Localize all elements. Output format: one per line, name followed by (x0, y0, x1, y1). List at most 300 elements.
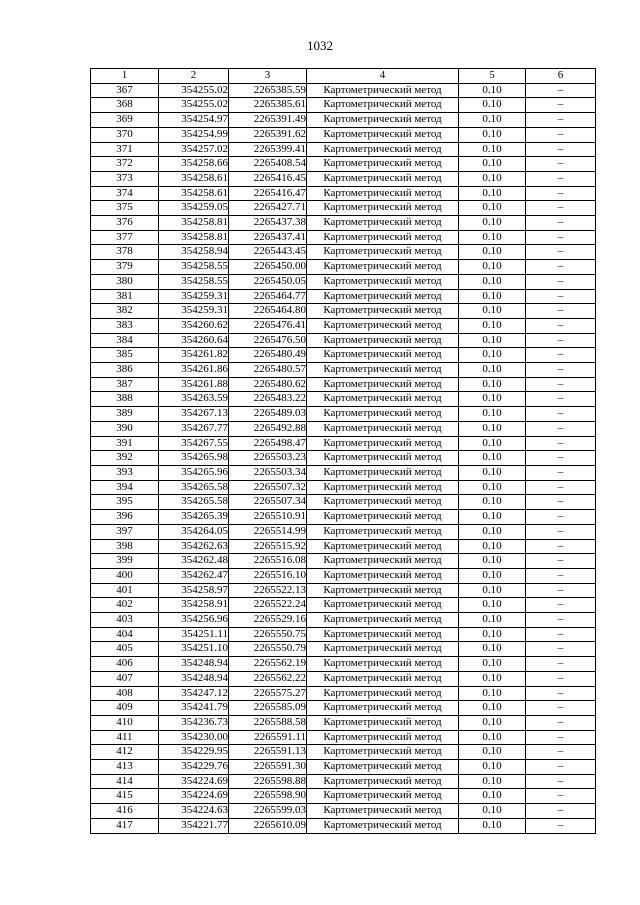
note-cell: – (526, 392, 596, 407)
table-row (91, 171, 596, 186)
x-coordinate-cell: 354258.91 (159, 598, 229, 613)
table-row (91, 760, 596, 775)
method-cell: Картометрический метод (307, 745, 459, 760)
table-row (91, 83, 596, 98)
x-coordinate-cell: 354258.81 (159, 230, 229, 245)
accuracy-cell: 0.10 (459, 451, 526, 466)
y-coordinate-cell: 2265575.27 (229, 686, 307, 701)
y-coordinate-cell: 2265591.13 (229, 745, 307, 760)
table-row (91, 804, 596, 819)
header-cell-4: 4 (307, 69, 459, 84)
method-cell: Картометрический метод (307, 774, 459, 789)
x-coordinate-cell: 354254.97 (159, 113, 229, 128)
accuracy-cell: 0.10 (459, 760, 526, 775)
x-coordinate-cell: 354255.02 (159, 83, 229, 98)
accuracy-cell: 0.10 (459, 495, 526, 510)
method-cell: Картометрический метод (307, 480, 459, 495)
table-row (91, 289, 596, 304)
point-number-cell: 414 (91, 774, 159, 789)
point-number-cell: 402 (91, 598, 159, 613)
note-cell: – (526, 701, 596, 716)
accuracy-cell: 0.10 (459, 333, 526, 348)
method-cell: Картометрический метод (307, 127, 459, 142)
y-coordinate-cell: 2265598.90 (229, 789, 307, 804)
table-row (91, 216, 596, 231)
y-coordinate-cell: 2265492.88 (229, 421, 307, 436)
note-cell: – (526, 216, 596, 231)
point-number-cell: 390 (91, 421, 159, 436)
table-row (91, 407, 596, 422)
point-number-cell: 412 (91, 745, 159, 760)
x-coordinate-cell: 354267.13 (159, 407, 229, 422)
accuracy-cell: 0.10 (459, 304, 526, 319)
point-number-cell: 409 (91, 701, 159, 716)
point-number-cell: 373 (91, 171, 159, 186)
y-coordinate-cell: 2265385.59 (229, 83, 307, 98)
x-coordinate-cell: 354261.82 (159, 348, 229, 363)
note-cell: – (526, 568, 596, 583)
point-number-cell: 417 (91, 818, 159, 833)
accuracy-cell: 0.10 (459, 186, 526, 201)
note-cell: – (526, 465, 596, 480)
table-row (91, 348, 596, 363)
table-row (91, 451, 596, 466)
table-row (91, 715, 596, 730)
y-coordinate-cell: 2265480.62 (229, 377, 307, 392)
y-coordinate-cell: 2265464.80 (229, 304, 307, 319)
point-number-cell: 397 (91, 524, 159, 539)
table-row (91, 686, 596, 701)
method-cell: Картометрический метод (307, 539, 459, 554)
method-cell: Картометрический метод (307, 715, 459, 730)
x-coordinate-cell: 354258.94 (159, 245, 229, 260)
note-cell: – (526, 274, 596, 289)
point-number-cell: 388 (91, 392, 159, 407)
accuracy-cell: 0.10 (459, 127, 526, 142)
accuracy-cell: 0.10 (459, 377, 526, 392)
table-row (91, 98, 596, 113)
method-cell: Картометрический метод (307, 274, 459, 289)
accuracy-cell: 0.10 (459, 554, 526, 569)
x-coordinate-cell: 354229.95 (159, 745, 229, 760)
method-cell: Картометрический метод (307, 171, 459, 186)
note-cell: – (526, 260, 596, 275)
table-row (91, 318, 596, 333)
table-row (91, 627, 596, 642)
method-cell: Картометрический метод (307, 436, 459, 451)
point-number-cell: 405 (91, 642, 159, 657)
method-cell: Картометрический метод (307, 465, 459, 480)
x-coordinate-cell: 354255.02 (159, 98, 229, 113)
note-cell: – (526, 627, 596, 642)
note-cell: – (526, 304, 596, 319)
point-number-cell: 371 (91, 142, 159, 157)
x-coordinate-cell: 354258.66 (159, 157, 229, 172)
table-row (91, 333, 596, 348)
x-coordinate-cell: 354261.86 (159, 363, 229, 378)
method-cell: Картометрический метод (307, 598, 459, 613)
note-cell: – (526, 142, 596, 157)
point-number-cell: 406 (91, 657, 159, 672)
note-cell: – (526, 686, 596, 701)
point-number-cell: 400 (91, 568, 159, 583)
note-cell: – (526, 201, 596, 216)
y-coordinate-cell: 2265507.32 (229, 480, 307, 495)
point-number-cell: 391 (91, 436, 159, 451)
y-coordinate-cell: 2265480.57 (229, 363, 307, 378)
point-number-cell: 392 (91, 451, 159, 466)
x-coordinate-cell: 354257.02 (159, 142, 229, 157)
x-coordinate-cell: 354267.77 (159, 421, 229, 436)
table-row (91, 142, 596, 157)
x-coordinate-cell: 354224.69 (159, 774, 229, 789)
method-cell: Картометрический метод (307, 83, 459, 98)
method-cell: Картометрический метод (307, 318, 459, 333)
accuracy-cell: 0.10 (459, 113, 526, 128)
y-coordinate-cell: 2265427.71 (229, 201, 307, 216)
y-coordinate-cell: 2265489.03 (229, 407, 307, 422)
y-coordinate-cell: 2265591.30 (229, 760, 307, 775)
accuracy-cell: 0.10 (459, 436, 526, 451)
point-number-cell: 383 (91, 318, 159, 333)
y-coordinate-cell: 2265562.19 (229, 657, 307, 672)
y-coordinate-cell: 2265450.05 (229, 274, 307, 289)
point-number-cell: 386 (91, 363, 159, 378)
note-cell: – (526, 495, 596, 510)
accuracy-cell: 0.10 (459, 260, 526, 275)
header-cell-1: 1 (91, 69, 159, 84)
method-cell: Картометрический метод (307, 260, 459, 275)
method-cell: Картометрический метод (307, 524, 459, 539)
accuracy-cell: 0.10 (459, 142, 526, 157)
note-cell: – (526, 774, 596, 789)
header-cell-2: 2 (159, 69, 229, 84)
note-cell: – (526, 789, 596, 804)
method-cell: Картометрический метод (307, 363, 459, 378)
y-coordinate-cell: 2265483.22 (229, 392, 307, 407)
note-cell: – (526, 171, 596, 186)
x-coordinate-cell: 354221.77 (159, 818, 229, 833)
x-coordinate-cell: 354260.62 (159, 318, 229, 333)
accuracy-cell: 0.10 (459, 745, 526, 760)
y-coordinate-cell: 2265510.91 (229, 510, 307, 525)
point-number-cell: 396 (91, 510, 159, 525)
method-cell: Картометрический метод (307, 289, 459, 304)
y-coordinate-cell: 2265514.99 (229, 524, 307, 539)
table-row (91, 274, 596, 289)
point-number-cell: 389 (91, 407, 159, 422)
table-row (91, 774, 596, 789)
note-cell: – (526, 818, 596, 833)
method-cell: Картометрический метод (307, 216, 459, 231)
accuracy-cell: 0.10 (459, 98, 526, 113)
note-cell: – (526, 671, 596, 686)
x-coordinate-cell: 354265.98 (159, 451, 229, 466)
note-cell: – (526, 451, 596, 466)
point-number-cell: 413 (91, 760, 159, 775)
method-cell: Картометрический метод (307, 157, 459, 172)
point-number-cell: 398 (91, 539, 159, 554)
point-number-cell: 372 (91, 157, 159, 172)
note-cell: – (526, 186, 596, 201)
point-number-cell: 378 (91, 245, 159, 260)
point-number-cell: 415 (91, 789, 159, 804)
header-cell-3: 3 (229, 69, 307, 84)
note-cell: – (526, 760, 596, 775)
note-cell: – (526, 583, 596, 598)
y-coordinate-cell: 2265480.49 (229, 348, 307, 363)
note-cell: – (526, 554, 596, 569)
note-cell: – (526, 113, 596, 128)
table-row (91, 510, 596, 525)
table-row (91, 671, 596, 686)
point-number-cell: 381 (91, 289, 159, 304)
x-coordinate-cell: 354267.55 (159, 436, 229, 451)
table-row (91, 583, 596, 598)
x-coordinate-cell: 354254.99 (159, 127, 229, 142)
accuracy-cell: 0.10 (459, 657, 526, 672)
x-coordinate-cell: 354251.11 (159, 627, 229, 642)
point-number-cell: 382 (91, 304, 159, 319)
accuracy-cell: 0.10 (459, 230, 526, 245)
header-cell-6: 6 (526, 69, 596, 84)
note-cell: – (526, 245, 596, 260)
y-coordinate-cell: 2265450.00 (229, 260, 307, 275)
point-number-cell: 408 (91, 686, 159, 701)
y-coordinate-cell: 2265529.16 (229, 613, 307, 628)
method-cell: Картометрический метод (307, 377, 459, 392)
y-coordinate-cell: 2265516.10 (229, 568, 307, 583)
method-cell: Картометрический метод (307, 583, 459, 598)
point-number-cell: 367 (91, 83, 159, 98)
method-cell: Картометрический метод (307, 510, 459, 525)
y-coordinate-cell: 2265610.09 (229, 818, 307, 833)
y-coordinate-cell: 2265516.08 (229, 554, 307, 569)
accuracy-cell: 0.10 (459, 392, 526, 407)
accuracy-cell: 0.10 (459, 83, 526, 98)
x-coordinate-cell: 354259.05 (159, 201, 229, 216)
accuracy-cell: 0.10 (459, 701, 526, 716)
method-cell: Картометрический метод (307, 804, 459, 819)
point-number-cell: 393 (91, 465, 159, 480)
y-coordinate-cell: 2265562.22 (229, 671, 307, 686)
note-cell: – (526, 524, 596, 539)
accuracy-cell: 0.10 (459, 789, 526, 804)
table-row (91, 113, 596, 128)
table-row (91, 730, 596, 745)
table-row (91, 186, 596, 201)
method-cell: Картометрический метод (307, 627, 459, 642)
accuracy-cell: 0.10 (459, 348, 526, 363)
table-row (91, 539, 596, 554)
point-number-cell: 379 (91, 260, 159, 275)
accuracy-cell: 0.10 (459, 274, 526, 289)
x-coordinate-cell: 354262.47 (159, 568, 229, 583)
y-coordinate-cell: 2265437.38 (229, 216, 307, 231)
note-cell: – (526, 510, 596, 525)
y-coordinate-cell: 2265416.47 (229, 186, 307, 201)
method-cell: Картометрический метод (307, 568, 459, 583)
point-number-cell: 375 (91, 201, 159, 216)
y-coordinate-cell: 2265476.41 (229, 318, 307, 333)
point-number-cell: 380 (91, 274, 159, 289)
x-coordinate-cell: 354258.55 (159, 260, 229, 275)
method-cell: Картометрический метод (307, 348, 459, 363)
note-cell: – (526, 642, 596, 657)
y-coordinate-cell: 2265507.34 (229, 495, 307, 510)
point-number-cell: 374 (91, 186, 159, 201)
y-coordinate-cell: 2265591.11 (229, 730, 307, 745)
accuracy-cell: 0.10 (459, 671, 526, 686)
note-cell: – (526, 804, 596, 819)
point-number-cell: 407 (91, 671, 159, 686)
point-number-cell: 369 (91, 113, 159, 128)
x-coordinate-cell: 354224.63 (159, 804, 229, 819)
y-coordinate-cell: 2265476.50 (229, 333, 307, 348)
y-coordinate-cell: 2265550.79 (229, 642, 307, 657)
x-coordinate-cell: 354265.96 (159, 465, 229, 480)
method-cell: Картометрический метод (307, 392, 459, 407)
point-number-cell: 403 (91, 613, 159, 628)
header-cell-5: 5 (459, 69, 526, 84)
point-number-cell: 416 (91, 804, 159, 819)
point-number-cell: 394 (91, 480, 159, 495)
accuracy-cell: 0.10 (459, 363, 526, 378)
note-cell: – (526, 157, 596, 172)
note-cell: – (526, 436, 596, 451)
method-cell: Картометрический метод (307, 657, 459, 672)
y-coordinate-cell: 2265464.77 (229, 289, 307, 304)
table-row (91, 495, 596, 510)
x-coordinate-cell: 354260.64 (159, 333, 229, 348)
y-coordinate-cell: 2265443.45 (229, 245, 307, 260)
method-cell: Картометрический метод (307, 421, 459, 436)
table-row (91, 657, 596, 672)
method-cell: Картометрический метод (307, 201, 459, 216)
point-number-cell: 410 (91, 715, 159, 730)
note-cell: – (526, 377, 596, 392)
point-number-cell: 401 (91, 583, 159, 598)
method-cell: Картометрический метод (307, 333, 459, 348)
x-coordinate-cell: 354264.05 (159, 524, 229, 539)
table-row (91, 363, 596, 378)
page-number: 1032 (307, 38, 333, 53)
note-cell: – (526, 745, 596, 760)
x-coordinate-cell: 354258.55 (159, 274, 229, 289)
note-cell: – (526, 715, 596, 730)
y-coordinate-cell: 2265598.88 (229, 774, 307, 789)
method-cell: Картометрический метод (307, 760, 459, 775)
table-row (91, 230, 596, 245)
x-coordinate-cell: 354229.76 (159, 760, 229, 775)
point-number-cell: 385 (91, 348, 159, 363)
x-coordinate-cell: 354248.94 (159, 671, 229, 686)
x-coordinate-cell: 354259.31 (159, 304, 229, 319)
method-cell: Картометрический метод (307, 98, 459, 113)
accuracy-cell: 0.10 (459, 318, 526, 333)
x-coordinate-cell: 354230.00 (159, 730, 229, 745)
note-cell: – (526, 657, 596, 672)
table-row (91, 245, 596, 260)
point-number-cell: 411 (91, 730, 159, 745)
method-cell: Картометрический метод (307, 113, 459, 128)
accuracy-cell: 0.10 (459, 421, 526, 436)
note-cell: – (526, 333, 596, 348)
table-row (91, 789, 596, 804)
table-row (91, 392, 596, 407)
point-number-cell: 370 (91, 127, 159, 142)
accuracy-cell: 0.10 (459, 568, 526, 583)
accuracy-cell: 0.10 (459, 465, 526, 480)
x-coordinate-cell: 354263.59 (159, 392, 229, 407)
table-body (91, 69, 596, 834)
x-coordinate-cell: 354258.97 (159, 583, 229, 598)
x-coordinate-cell: 354258.61 (159, 171, 229, 186)
y-coordinate-cell: 2265588.58 (229, 715, 307, 730)
accuracy-cell: 0.10 (459, 289, 526, 304)
x-coordinate-cell: 354224.69 (159, 789, 229, 804)
note-cell: – (526, 230, 596, 245)
accuracy-cell: 0.10 (459, 598, 526, 613)
method-cell: Картометрический метод (307, 495, 459, 510)
table-row (91, 260, 596, 275)
point-number-cell: 368 (91, 98, 159, 113)
x-coordinate-cell: 354259.31 (159, 289, 229, 304)
x-coordinate-cell: 354251.10 (159, 642, 229, 657)
note-cell: – (526, 480, 596, 495)
table-row (91, 701, 596, 716)
y-coordinate-cell: 2265503.23 (229, 451, 307, 466)
note-cell: – (526, 83, 596, 98)
method-cell: Картометрический метод (307, 407, 459, 422)
accuracy-cell: 0.10 (459, 613, 526, 628)
method-cell: Картометрический метод (307, 142, 459, 157)
y-coordinate-cell: 2265498.47 (229, 436, 307, 451)
method-cell: Картометрический метод (307, 701, 459, 716)
table-row (91, 480, 596, 495)
x-coordinate-cell: 354256.96 (159, 613, 229, 628)
table-row (91, 745, 596, 760)
method-cell: Картометрический метод (307, 245, 459, 260)
point-number-cell: 384 (91, 333, 159, 348)
y-coordinate-cell: 2265391.49 (229, 113, 307, 128)
method-cell: Картометрический метод (307, 304, 459, 319)
accuracy-cell: 0.10 (459, 818, 526, 833)
table-row (91, 436, 596, 451)
accuracy-cell: 0.10 (459, 774, 526, 789)
accuracy-cell: 0.10 (459, 524, 526, 539)
method-cell: Картометрический метод (307, 230, 459, 245)
point-number-cell: 399 (91, 554, 159, 569)
method-cell: Картометрический метод (307, 554, 459, 569)
point-number-cell: 387 (91, 377, 159, 392)
note-cell: – (526, 730, 596, 745)
y-coordinate-cell: 2265399.41 (229, 142, 307, 157)
point-number-cell: 395 (91, 495, 159, 510)
y-coordinate-cell: 2265522.24 (229, 598, 307, 613)
accuracy-cell: 0.10 (459, 201, 526, 216)
table-row (91, 201, 596, 216)
accuracy-cell: 0.10 (459, 583, 526, 598)
y-coordinate-cell: 2265416.45 (229, 171, 307, 186)
x-coordinate-cell: 354262.63 (159, 539, 229, 554)
accuracy-cell: 0.10 (459, 730, 526, 745)
accuracy-cell: 0.10 (459, 480, 526, 495)
x-coordinate-cell: 354247.12 (159, 686, 229, 701)
accuracy-cell: 0.10 (459, 642, 526, 657)
table-row (91, 598, 596, 613)
note-cell: – (526, 98, 596, 113)
